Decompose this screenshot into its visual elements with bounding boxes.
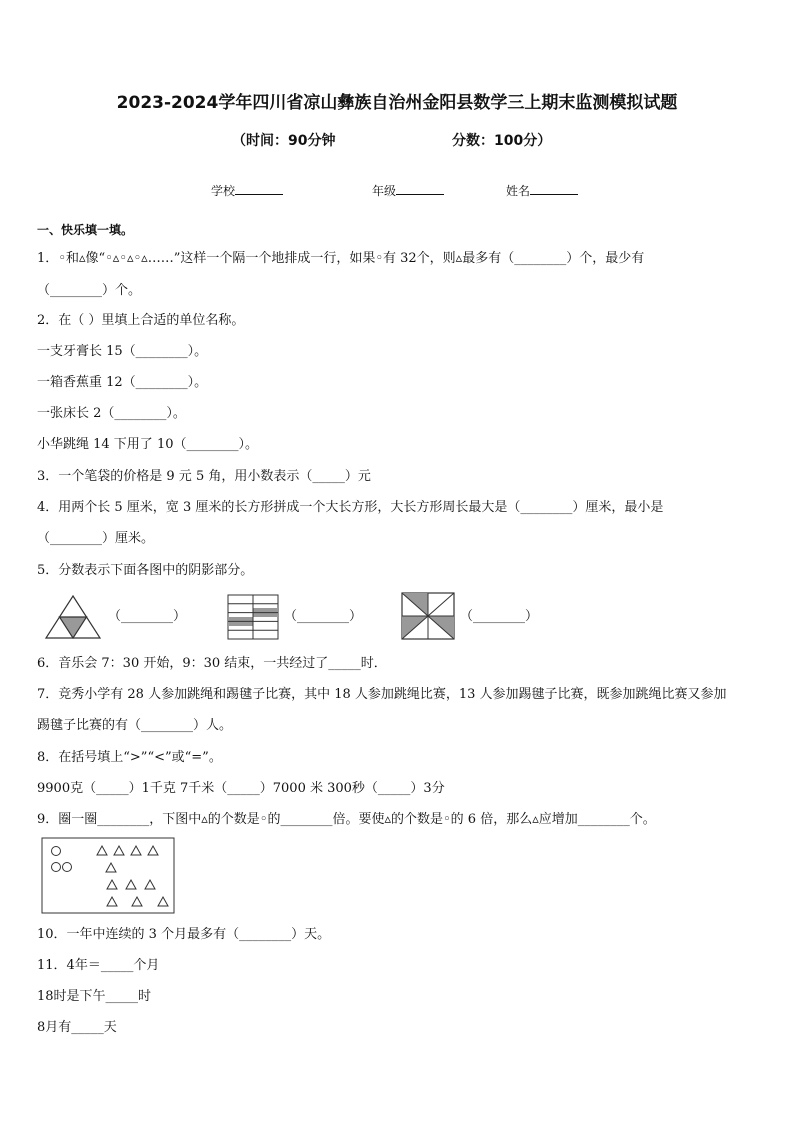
blank-figure-1: （________） — [108, 609, 187, 624]
time-label: （时间：90分钟 — [232, 133, 336, 149]
question-4-line-2: （________）厘米。 — [37, 531, 155, 546]
score-label: 分数：100分） — [452, 133, 552, 149]
school-label: 学校 — [211, 184, 236, 198]
school-field — [211, 182, 283, 199]
grade-field — [372, 182, 444, 199]
grade-label: 年级 — [372, 184, 397, 198]
question-5: 5．分数表示下面各图中的阴影部分。 — [37, 563, 254, 578]
shapes-box-figure — [41, 837, 175, 914]
question-2-intro: 2．在（ ）里填上合适的单位名称。 — [37, 313, 245, 328]
question-7-line-1: 7．竞秀小学有 28 人参加跳绳和踢毽子比赛，其中 18 人参加跳绳比赛，13 人参加踢毽子比赛，既参加跳绳比赛又参加 — [37, 687, 727, 702]
name-field — [506, 182, 578, 199]
question-11-a: 11．4年＝_____个月 — [37, 958, 160, 973]
exam-title: 2023-2024学年四川省凉山彝族自治州金阳县数学三上期末监测模拟试题 — [116, 93, 678, 113]
blank-figure-3: （________） — [460, 609, 539, 624]
grid-figure — [227, 594, 279, 640]
question-2-d: 小华跳绳 14 下用了 10（________）。 — [37, 437, 258, 452]
name-blank[interactable] — [530, 183, 578, 195]
question-7-line-2: 踢毽子比赛的有（________）人。 — [37, 718, 233, 733]
question-8-items: 9900克（_____）1千克 7千米（_____）7000 米 300秒（_____）3分 — [37, 781, 445, 796]
question-8: 8．在括号填上“>”“<”或“=”。 — [37, 750, 222, 765]
school-blank[interactable] — [235, 183, 283, 195]
blank-figure-2: （________） — [284, 609, 363, 624]
question-9: 9．圈一圈________，下图中▵的个数是◦的________倍。要使▵的个数是◦的 6 倍，那么▵应增加________个。 — [37, 812, 656, 827]
section-heading: 一、快乐填一填。 — [37, 223, 134, 237]
grade-blank[interactable] — [396, 183, 444, 195]
triangle-figure — [44, 594, 102, 640]
question-2-b: 一箱香蕉重 12（________）。 — [37, 375, 208, 390]
question-1-line-1: 1．◦和▵像“◦▵◦▵◦▵……”这样一个隔一个地排成一行，如果◦有 32个，则▵最多有（________）个，最少有 — [37, 251, 645, 266]
question-2-a: 一支牙膏长 15（________）。 — [37, 344, 208, 359]
question-11-b: 18时是下午_____时 — [37, 989, 152, 1004]
question-1-line-2: （________）个。 — [37, 283, 142, 298]
question-2-c: 一张床长 2（________）。 — [37, 406, 186, 421]
square-sectors-figure — [401, 592, 455, 640]
question-3: 3．一个笔袋的价格是 9 元 5 角，用小数表示（_____）元 — [37, 469, 371, 484]
question-6: 6．音乐会 7：30 开始，9：30 结束，一共经过了_____时． — [37, 656, 387, 671]
question-4-line-1: 4．用两个长 5 厘米，宽 3 厘米的长方形拼成一个大长方形，大长方形周长最大是（________）厘米，最小是 — [37, 500, 664, 515]
name-label: 姓名 — [506, 184, 531, 198]
question-10: 10．一年中连续的 3 个月最多有（________）天。 — [37, 927, 331, 942]
question-11-c: 8月有_____天 — [37, 1020, 117, 1035]
